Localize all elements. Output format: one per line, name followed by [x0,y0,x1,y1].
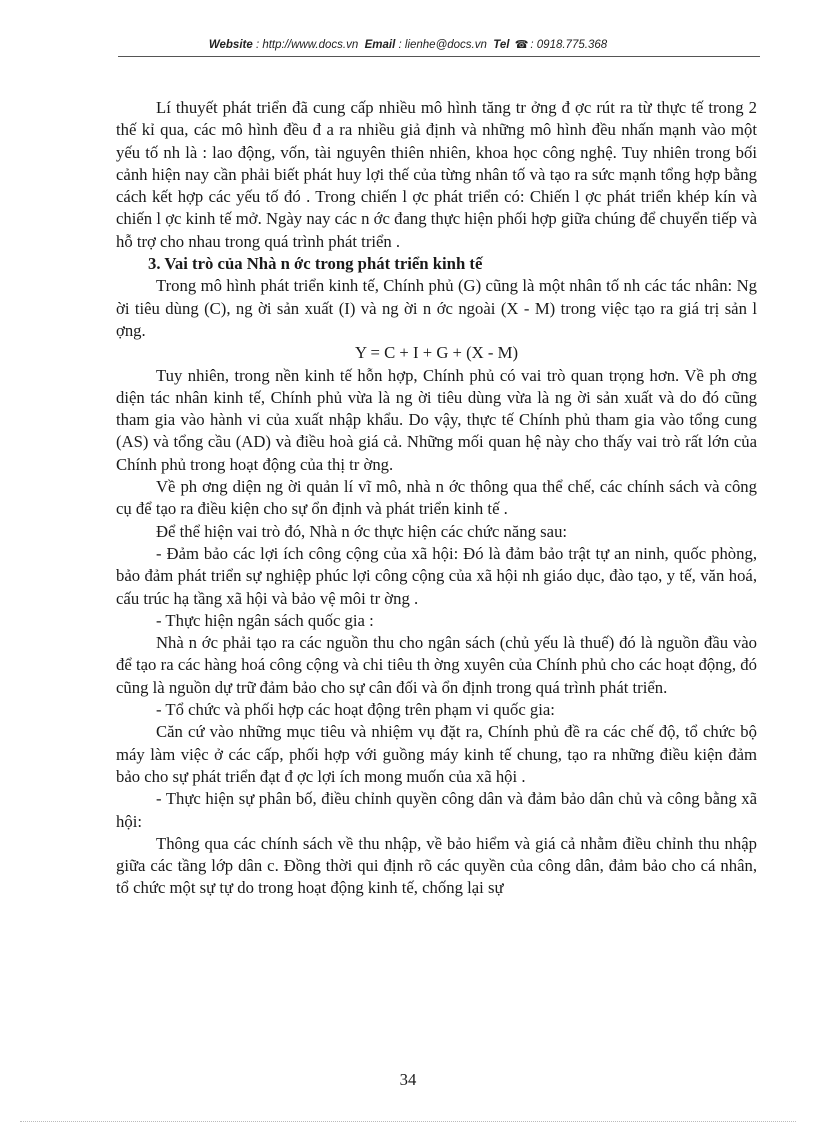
email-value: : lienhe@docs.vn [398,39,487,51]
footer-divider [20,1121,796,1122]
tel-value: : 0918.775.368 [530,39,608,51]
paragraph: Lí thuyết phát triển đã cung cấp nhiều mô hình tăng tr ởng đ ợc rút ra từ thực tế trong 2 thế kỉ qua, các mô hình đều đ a ra nhiều giả định và những mô hình đều nhấn mạnh vào một yếu tố nh là : lao động, vốn, tài nguyên thiên nhiên, khoa học công nghệ. Tuy nhiên trong bối cảnh hiện nay cần phải biết phát huy lợi thế của từng nhân tố và tạo ra sức mạnh tổng hợp bằng cách kết hợp các yếu tố đó . Trong chiến l ợc phát triển có: Chiến l ợc phát triển khép kín và chiến l ợc kinh tế mở. Ngày nay các n ớc đang thực hiện phối hợp giữa chúng để chuyển tiếp và hỗ trợ cho nhau trong quá trình phát triển . [116,98,757,251]
document-body [116,97,757,900]
paragraph: - Đảm bảo các lợi ích công cộng của xã hội: Đó là đảm bảo trật tự an ninh, quốc phòng, bảo đảm phát triển sự nghiệp phúc lợi công cộng của xã hội nh giáo dục, đào tạo, y tế, văn hoá, cấu trúc hạ tầng xã hội và bảo vệ môi tr ờng . [116,543,757,608]
paragraph: Nhà n ớc phải tạo ra các nguồn thu cho ngân sách (chủ yếu là thuế) đó là nguồn đầu vào để tạo ra các hàng hoá công cộng và chi tiêu th ờng xuyên của Chính phủ cho các hoạt động, đó cũng là nguồn dự trữ đảm bảo cho sự cân đối và ổn định trong quá trình phát triển. [116,633,757,697]
email-label: Email [364,39,396,51]
phone-icon: ☎ [514,39,529,51]
website-value: : http://www.docs.vn [255,39,359,51]
section-heading: 3. Vai trò của Nhà n ớc trong phát triển kinh tế [148,254,483,274]
paragraph: Về ph ơng diện ng ời quản lí vĩ mô, nhà n ớc thông qua thể chế, các chính sách và công cụ để tạo ra điều kiện cho sự ổn định và phát triển kinh tế . [116,477,757,519]
paragraph: - Thực hiện sự phân bố, điều chỉnh quyền công dân và đảm bảo dân chủ và công bằng xã hội: [116,789,757,831]
paragraph: Căn cứ vào những mục tiêu và nhiệm vụ đặt ra, Chính phủ đề ra các chế độ, tổ chức bộ máy làm việc ở các cấp, phối hợp với guồng máy kinh tế chung, tạo ra những điều kiện đảm bảo cho sự phát triển đạt đ ợc lợi ích mong muốn của xã hội . [116,722,757,786]
paragraph: - Thực hiện ngân sách quốc gia : [156,610,374,630]
paragraph: Để thể hiện vai trò đó, Nhà n ớc thực hiện các chức năng sau: [156,521,568,541]
page-header [0,38,816,51]
paragraph: - Tổ chức và phối hợp các hoạt động trên phạm vi quốc gia: [156,700,555,720]
page-number: 34 [399,1070,417,1089]
tel-label: Tel [493,39,510,51]
header-divider [118,56,760,57]
paragraph: Trong mô hình phát triển kinh tế, Chính phủ (G) cũng là một nhân tố nh các tác nhân: Ng ời tiêu dùng (C), ng ời sản xuất (I) và ng ời n ớc ngoài (X - M) trong việc tạo ra giá trị sản l ợng. [116,276,757,340]
website-label: Website [208,39,253,51]
paragraph: Tuy nhiên, trong nền kinh tế hỗn hợp, Chính phủ có vai trò quan trọng hơn. Về ph ơng diện tác nhân kinh tế, Chính phủ vừa là ng ời tiêu dùng vừa là ng ời sản xuất và do đó cũng tham gia vào hành vi của xuất nhập khẩu. Do vậy, thực tế Chính phủ tham gia vào tổng cung (AS) và tổng cầu (AD) và điều hoà giá cả. Những mối quan hệ này cho thấy vai trò rất lớn của Chính phủ trong hoạt động của thị tr ờng. [116,365,757,474]
paragraph: Thông qua các chính sách về thu nhập, về bảo hiểm và giá cả nhằm điều chỉnh thu nhập giữa các tầng lớp dân c. Đồng thời qui định rõ các quyền của công dân, đảm bảo cho cá nhân, tổ chức một sự tự do trong hoạt động kinh tế, chống lại sự [116,833,757,898]
formula: Y = C + I + G + (X - M) [354,343,519,363]
